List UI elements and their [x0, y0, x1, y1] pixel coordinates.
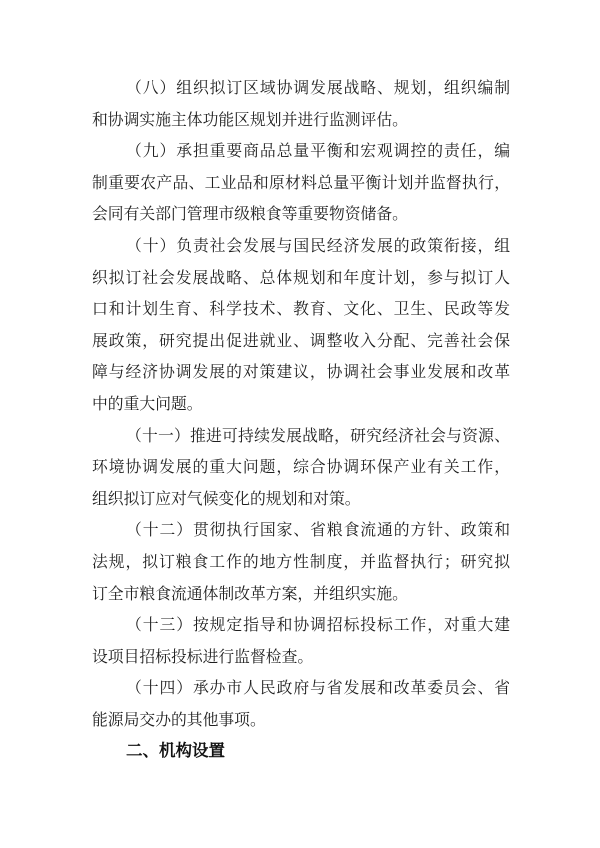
- paragraph-line: （九）承担重要商品总量平衡和宏观调控的责任，编: [126, 141, 510, 161]
- paragraph: [92, 420, 510, 515]
- paragraph: [92, 135, 510, 230]
- paragraph: [92, 72, 510, 135]
- paragraph-line: （十四）承办市人民政府与省发展和改革委员会、省: [126, 678, 510, 698]
- paragraph-line: 制重要农产品、工业品和原材料总量平衡计划并监督执行，: [92, 172, 510, 192]
- paragraph-line: 和协调实施主体功能区规划并进行监测评估。: [92, 109, 408, 129]
- paragraph-line: 展政策，研究提出促进就业、调整收入分配、完善社会保: [92, 330, 510, 350]
- paragraph: [92, 672, 510, 735]
- paragraph-line: 障与经济协调发展的对策建议，协调社会事业发展和改革: [92, 362, 510, 382]
- paragraph-line: 会同有关部门管理市级粮食等重要物资储备。: [92, 204, 408, 224]
- paragraph-line: （十三）按规定指导和协调招标投标工作，对重大建: [126, 615, 510, 635]
- paragraph-line: 订全市粮食流通体制改革方案，并组织实施。: [92, 583, 408, 603]
- paragraph-line: （十一）推进可持续发展战略，研究经济社会与资源、: [126, 425, 510, 445]
- paragraph-line: 口和计划生育、科学技术、教育、文化、卫生、民政等发: [92, 299, 510, 319]
- section-heading: 二、机构设置: [126, 741, 225, 761]
- paragraph-line: 织拟订社会发展战略、总体规划和年度计划，参与拟订人: [92, 267, 510, 287]
- paragraph: [92, 609, 510, 672]
- paragraph-line: （十）负责社会发展与国民经济发展的政策衔接，组: [126, 235, 510, 255]
- paragraph-line: 组织拟订应对气候变化的规划和对策。: [92, 488, 361, 508]
- paragraph-line: （八）组织拟订区域协调发展战略、规划，组织编制: [126, 78, 510, 97]
- paragraph-line: 环境协调发展的重大问题，综合协调环保产业有关工作，: [92, 457, 510, 477]
- paragraph-line: 中的重大问题。: [92, 393, 203, 413]
- paragraph-line: 法规，拟订粮食工作的地方性制度，并监督执行；研究拟: [92, 551, 510, 571]
- paragraph-line: （十二）贯彻执行国家、省粮食流通的方针、政策和: [126, 520, 510, 540]
- document-body: [92, 72, 510, 767]
- paragraph: [92, 230, 510, 420]
- paragraph-line: 设项目招标投标进行监督检查。: [92, 646, 314, 666]
- paragraph: [92, 514, 510, 609]
- paragraph-line: 能源局交办的其他事项。: [92, 709, 266, 729]
